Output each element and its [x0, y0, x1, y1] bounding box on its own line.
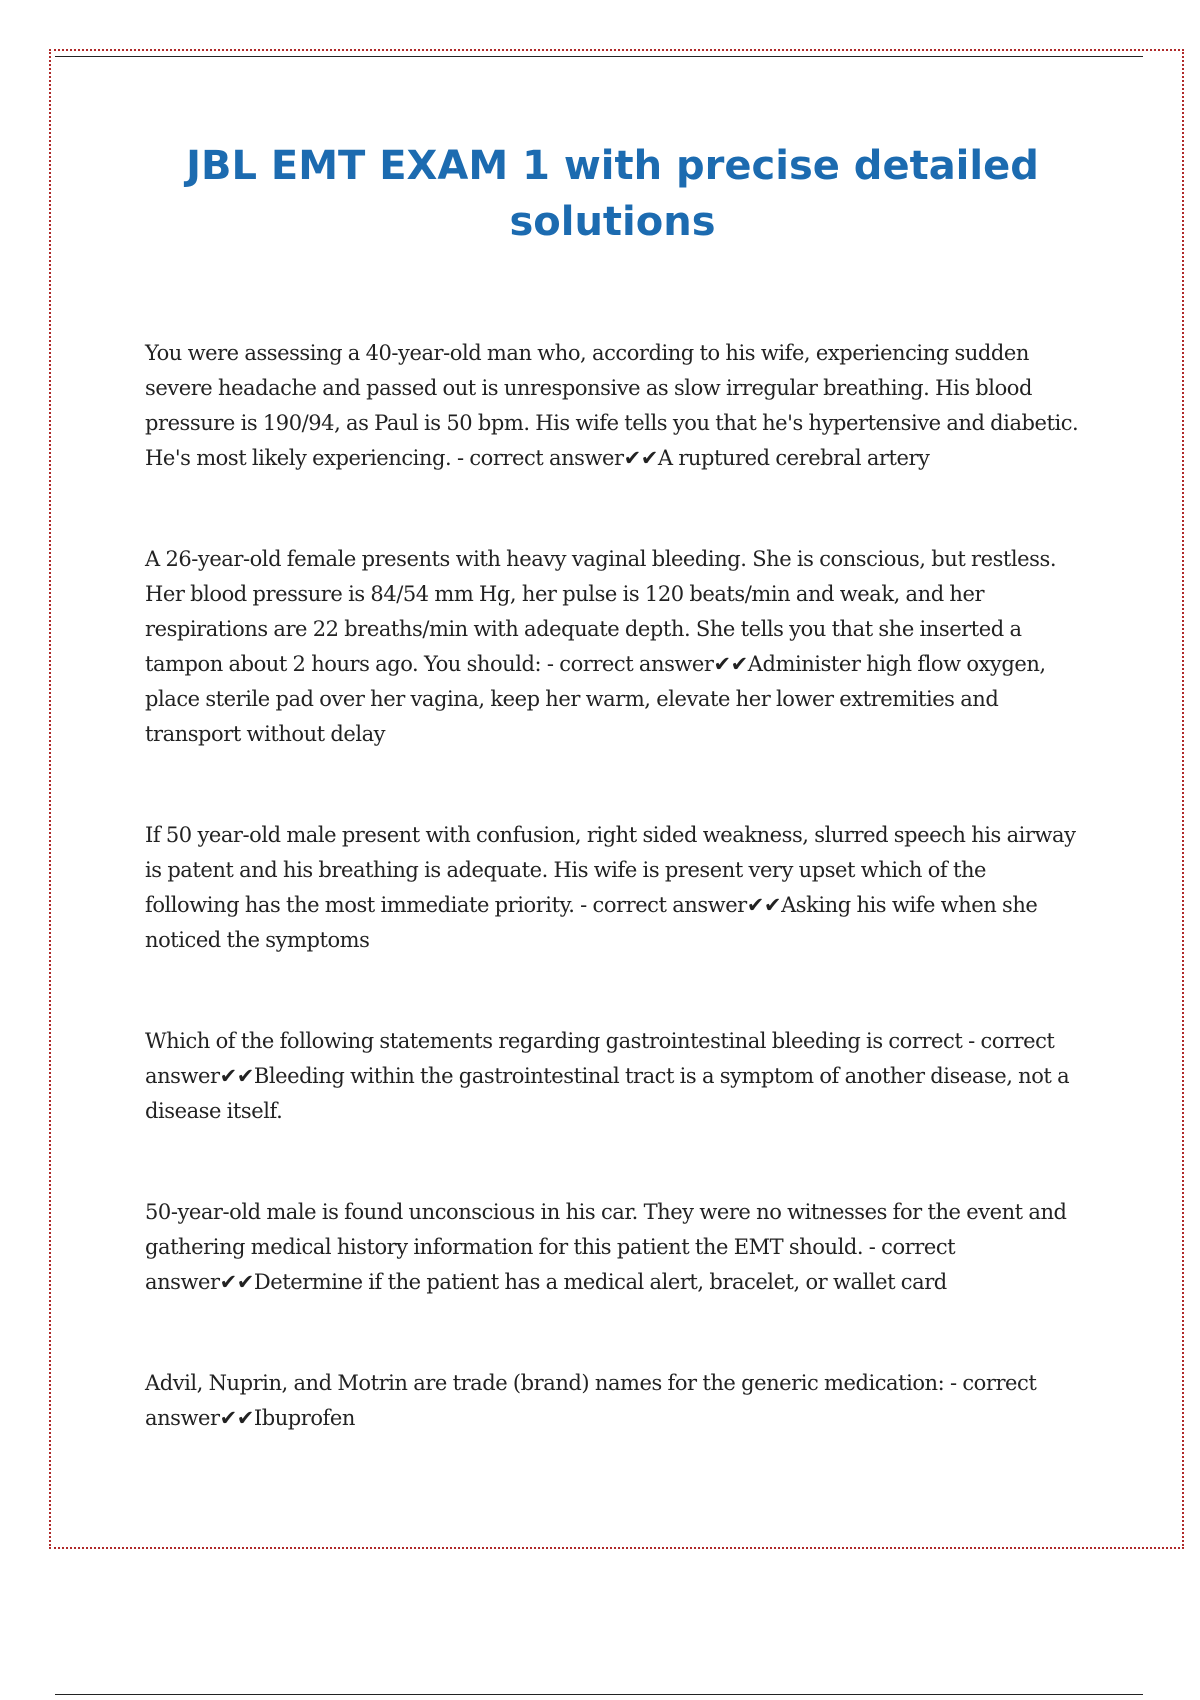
answer-text: Determine if the patient has a medical alert, bracelet, or wallet card — [253, 1270, 947, 1294]
answer-separator: - correct answer✔✔ — [145, 1235, 956, 1294]
question-text: A 26-year-old female presents with heavy vaginal bleeding. She is conscious, but restless. Her blood pressure is 84/54 mm Hg, her pulse is 120 beats/min and weak, and her respirations are 22 breaths/min with adequate depth. She tells you that she inserted a tampon about 2 hours ago. You should: — [145, 547, 1057, 676]
bottom-rule — [55, 1694, 1143, 1695]
answer-text: Asking his wife when she noticed the symptoms — [145, 893, 1038, 952]
qa-item-5 — [145, 1195, 1085, 1300]
answer-text: Administer high flow oxygen, place sterile pad over her vagina, keep her warm, elevate her lower extremities and transport without delay — [145, 652, 1046, 746]
qa-item-2 — [145, 542, 1085, 752]
answer-separator: - correct answer✔✔ — [145, 1029, 1055, 1088]
answer-text: Ibuprofen — [253, 1406, 355, 1430]
question-text: Advil, Nuprin, and Motrin are trade (brand) names for the generic medication: — [145, 1371, 945, 1395]
qa-item-4 — [145, 1024, 1085, 1129]
qa-list — [145, 336, 1085, 1436]
document-title: JBL EMT EXAM 1 with precise detailed solutions — [186, 143, 1039, 245]
answer-separator: - correct answer✔✔ — [451, 446, 658, 470]
question-text: Which of the following statements regarding gastrointestinal bleeding is correct — [145, 1029, 963, 1053]
answer-separator: - correct answer✔✔ — [541, 652, 748, 676]
question-text: If 50 year-old male present with confusion, right sided weakness, slurred speech his airway is patent and his breathing is adequate. His wife is present very upset which of the following has the most immediate priority. — [145, 823, 1076, 917]
question-text: 50-year-old male is found unconscious in his car. They were no witnesses for the event and gathering medical history information for this patient the EMT should. — [145, 1200, 1067, 1259]
qa-item-6 — [145, 1366, 1085, 1436]
answer-separator: - correct answer✔✔ — [145, 1371, 1037, 1430]
answer-text: Bleeding within the gastrointestinal tract is a symptom of another disease, not a disease itself. — [145, 1064, 1070, 1123]
question-text: You were assessing a 40-year-old man who, according to his wife, experiencing sudden severe headache and passed out is unresponsive as slow irregular breathing. His blood pressure is 190/94, as Paul is 50 bpm. His wife tells you that he's hypertensive and diabetic. He's most likely experiencing. — [145, 341, 1079, 470]
qa-item-3 — [145, 818, 1085, 958]
answer-text: A ruptured cerebral artery — [657, 446, 930, 470]
qa-item-1 — [145, 336, 1085, 476]
answer-separator: - correct answer✔✔ — [574, 893, 782, 917]
